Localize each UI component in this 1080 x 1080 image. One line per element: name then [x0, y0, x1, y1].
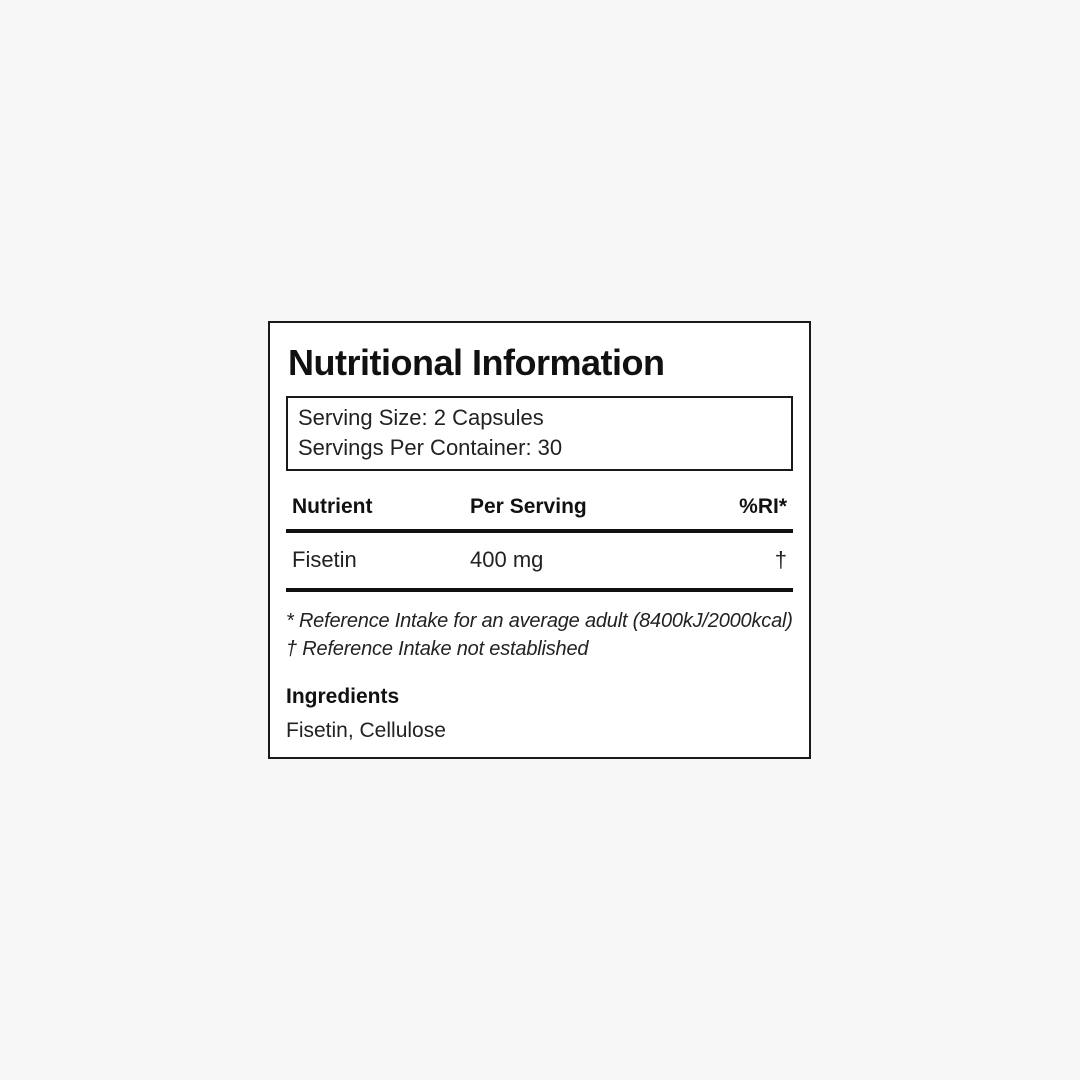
header-per-serving: Per Serving: [470, 495, 587, 519]
nutrition-label-panel: [268, 321, 811, 759]
footnote-reference-intake: * Reference Intake for an average adult (8400kJ/2000kcal): [286, 610, 793, 633]
nutrient-table: [286, 491, 793, 592]
servings-per-container-text: Servings Per Container: 30: [298, 435, 563, 461]
header-nutrient: Nutrient: [292, 495, 373, 519]
row-nutrient-name: Fisetin: [292, 547, 357, 573]
nutrient-table-header-row: [286, 491, 793, 533]
ingredients-heading: Ingredients: [286, 685, 400, 709]
footnote-not-established: † Reference Intake not established: [286, 638, 589, 661]
label-title: Nutritional Information: [288, 342, 665, 383]
row-per-serving-value: 400 mg: [470, 547, 544, 573]
footnotes: [286, 607, 793, 663]
serving-size-text: Serving Size: 2 Capsules: [298, 405, 544, 431]
serving-info-box: [286, 396, 793, 471]
header-ri: %RI*: [739, 495, 787, 519]
ingredients-list: Fisetin, Cellulose: [286, 719, 446, 743]
row-ri-value: †: [774, 547, 787, 573]
table-row: [286, 533, 793, 592]
